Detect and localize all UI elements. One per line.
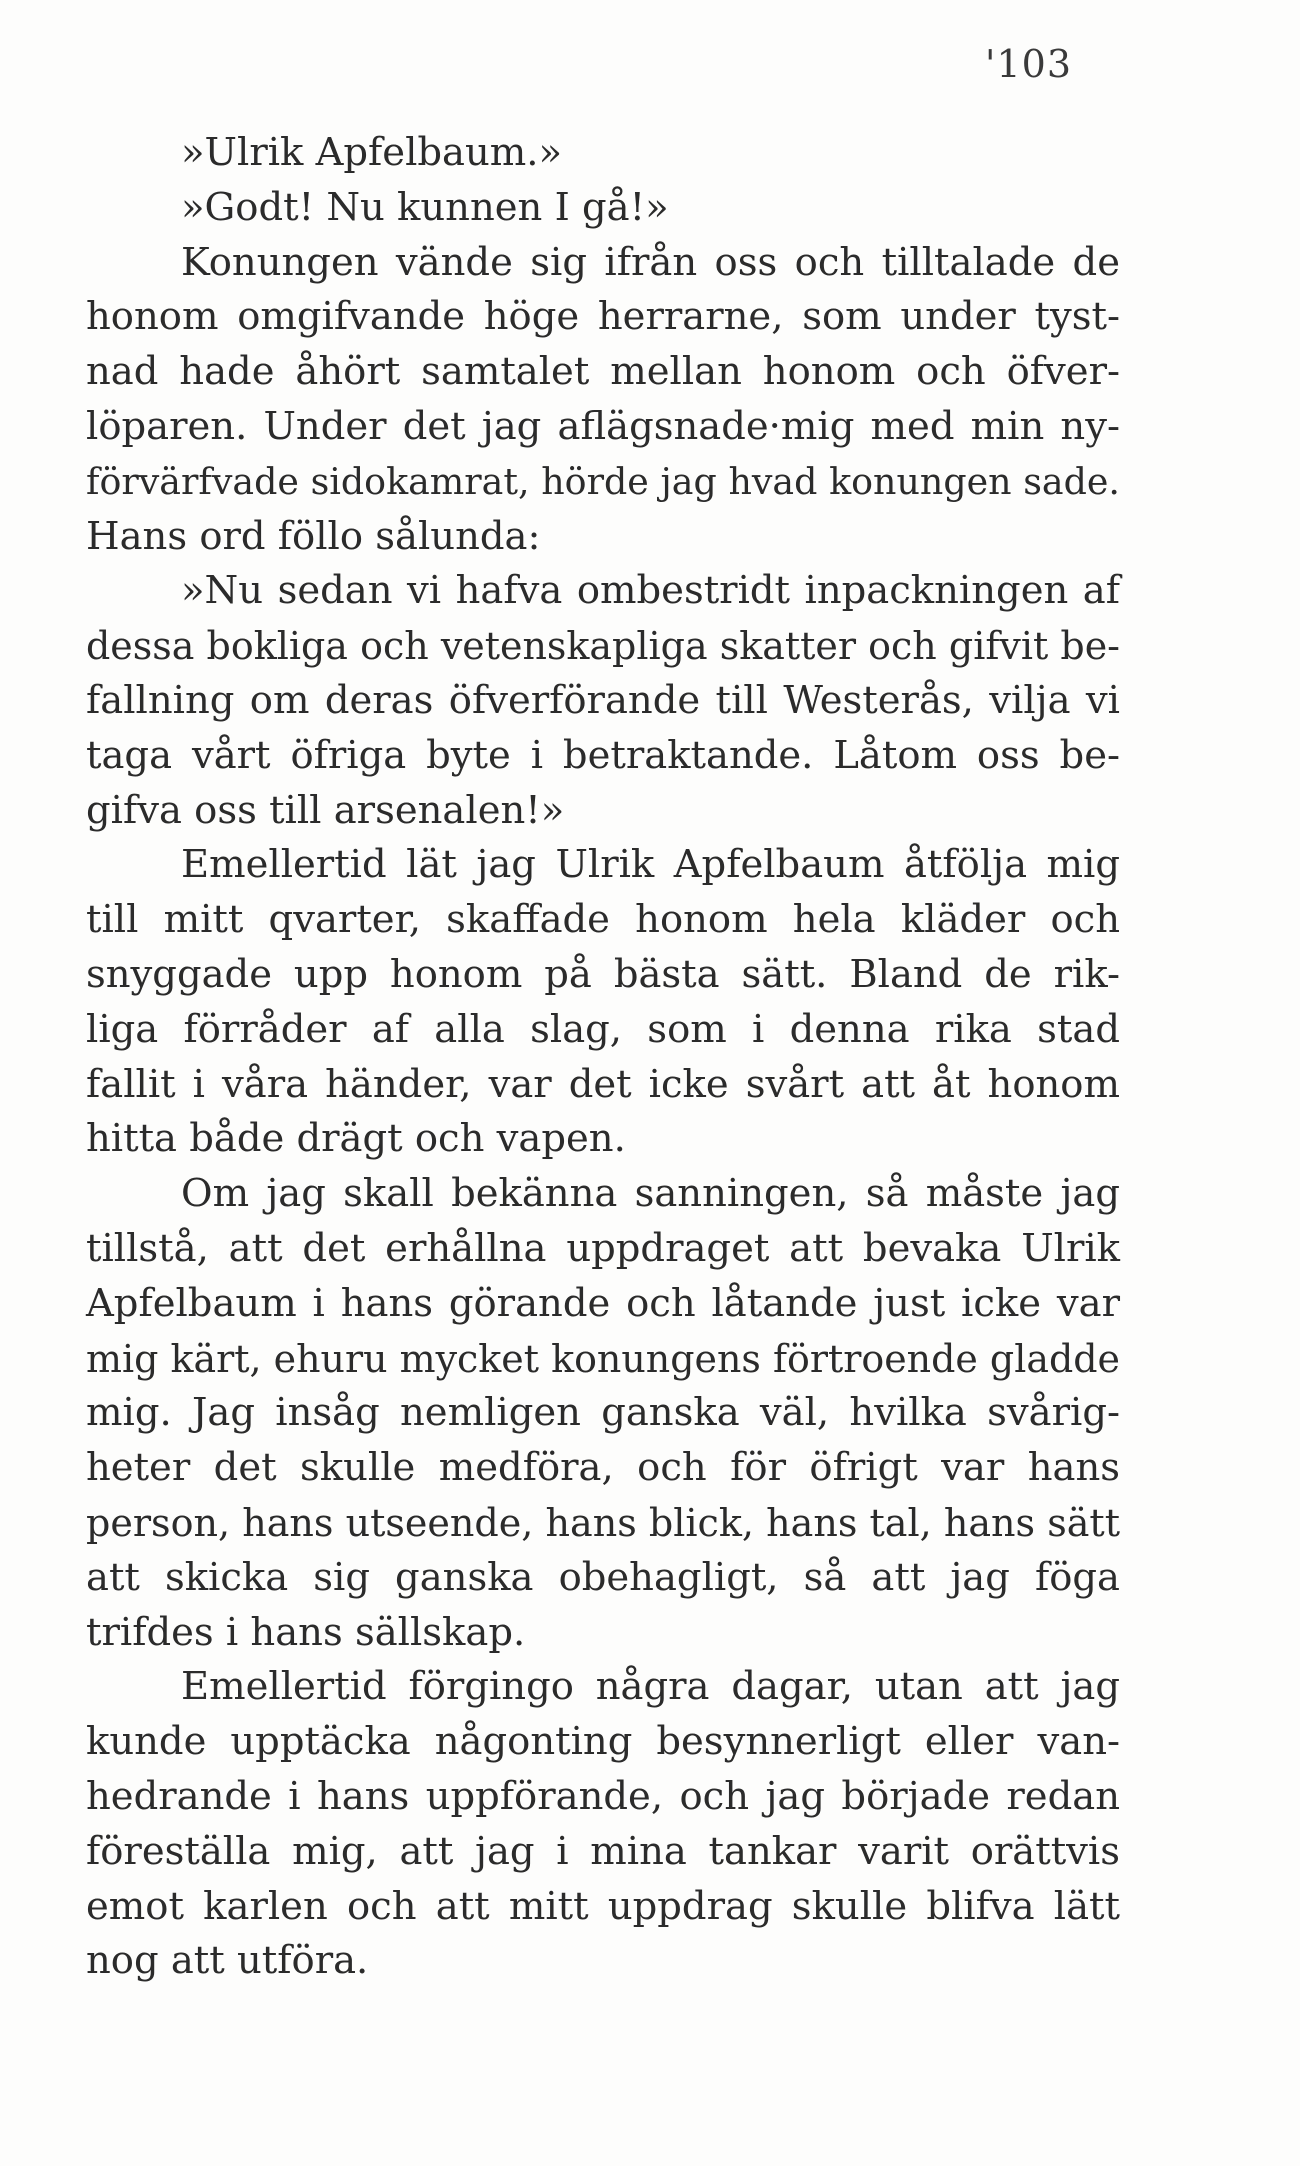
text-line: dessa bokliga och vetenskapliga skatter och gifvit be- [86,624,1120,669]
text-line: Emellertid förgingo några dagar, utan att jag [181,1664,1120,1710]
text-line: Emellertid lät jag Ulrik Apfelbaum åtfölja mig [181,842,1120,888]
text-line: »Nu sedan vi hafva ombestridt inpackningen af [181,568,1120,614]
text-line: taga vårt öfriga byte i betraktande. Låtom oss be- [86,732,1120,778]
text-line: mig kärt, ehuru mycket konungens förtroende gladde [86,1336,1120,1381]
text-line: honom omgifvande höge herrarne, som under tyst- [86,294,1120,340]
text-line: fallit i våra händer, var det icke svårt att åt honom [86,1061,1120,1107]
text-line: Hans ord föllo sålunda: [86,513,541,559]
text-line: Om jag skall bekänna sanningen, så måste jag [181,1171,1120,1217]
text-line: förvärfvade sidokamrat, hörde jag hvad konungen sade. [86,459,1120,503]
text-line: hitta både drägt och vapen. [86,1116,626,1162]
text-line: snyggade upp honom på bästa sätt. Bland de rik- [86,951,1120,997]
text-line: liga förråder af alla slag, som i denna rika stad [86,1006,1120,1052]
text-line: »Godt! Nu kunnen I gå!» [181,184,669,230]
text-line: kunde upptäcka någonting besynnerligt eller van- [86,1719,1120,1765]
text-line: heter det skulle medföra, och för öfrigt var hans [86,1445,1120,1491]
text-line: att skicka sig ganska obehagligt, så att jag föga [86,1554,1120,1600]
text-line: »Ulrik Apfelbaum.» [181,130,563,175]
text-line: löparen. Under det jag aflägsnade·mig med min ny- [86,403,1120,449]
text-line: nad hade åhört samtalet mellan honom och öfver- [86,349,1120,395]
text-line: Apfelbaum i hans görande och låtande just icke var [86,1280,1120,1326]
text-line: nog att utföra. [86,1938,369,1984]
page-number: '103 [985,42,1072,86]
text-line: tillstå, att det erhållna uppdraget att bevaka Ulrik [86,1225,1120,1271]
text-line: trifdes i hans sällskap. [86,1609,526,1655]
text-line: Konungen vände sig ifrån oss och tilltalade de [181,239,1120,285]
text-line: person, hans utseende, hans blick, hans tal, hans sätt [86,1500,1120,1545]
text-line: mig. Jag insåg nemligen ganska väl, hvilka svårig- [86,1390,1120,1436]
body-text [86,126,1120,1989]
text-line: fallning om deras öfverförande till Westerås, vilja vi [86,677,1120,723]
text-line: föreställa mig, att jag i mina tankar varit orättvis [86,1828,1120,1874]
text-line: till mitt qvarter, skaffade honom hela kläder och [86,897,1120,943]
text-line: emot karlen och att mitt uppdrag skulle blifva lätt [86,1883,1120,1929]
text-line: gifva oss till arsenalen!» [86,787,565,833]
text-line: hedrande i hans uppförande, och jag började redan [86,1773,1120,1819]
